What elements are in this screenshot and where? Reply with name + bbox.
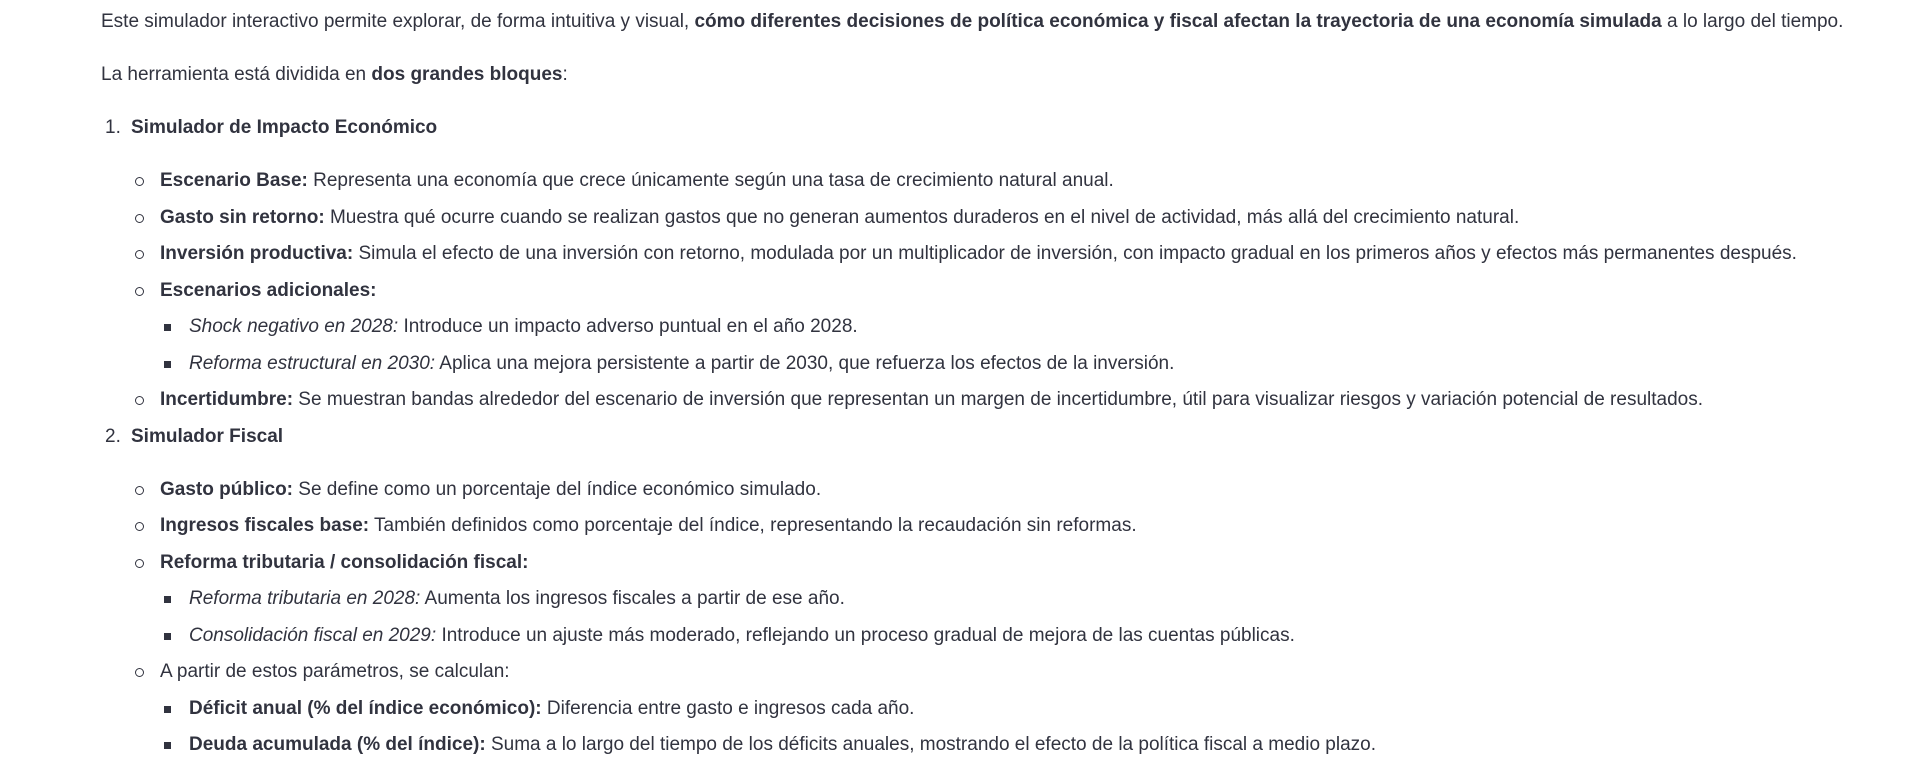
sub-items [160,585,1901,650]
sub-list-item [189,585,1901,613]
blocks-text: La herramienta está dividida en [101,64,372,85]
sub-list-item [189,313,1901,341]
sub-items [160,695,1901,760]
sub-item-text: Suma a lo largo del tiempo de los déficits anuales, mostrando el efecto de la política fiscal a medio plazo. [485,734,1376,755]
markdown-content [101,8,1901,768]
sub-list-item [189,350,1901,378]
intro-bold-text: cómo diferentes decisiones de política económica y fiscal afectan la trayectoria de una economía simulada [694,11,1662,32]
list-item [160,204,1901,232]
sub-list-item [189,622,1901,650]
item-label: Reforma tributaria / consolidación fiscal: [160,551,529,573]
item-label: Gasto sin retorno: [160,206,325,228]
sub-items [160,313,1901,378]
list-item [160,512,1901,540]
section-title: Simulador de Impacto Económico [131,117,438,138]
intro-text-end: a lo largo del tiempo. [1661,11,1844,32]
sections-list [101,114,1901,759]
item-text: Representa una economía que crece únicamente según una tasa de crecimiento natural anual. [307,170,1114,191]
sub-list-item [189,731,1901,759]
list-item [160,240,1901,268]
sub-item-text: Diferencia entre gasto e ingresos cada año. [541,697,915,719]
list-item [160,277,1901,378]
item-text: Simula el efecto de una inversión con retorno, modulada por un multiplicador de inversión, con impacto gradual en los primeros años y efectos más permanentes después. [353,243,1797,264]
sub-item-label: Reforma tributaria en 2028: [189,588,421,609]
item-text: También definidos como porcentaje del índice, representando la recaudación sin reformas. [369,515,1137,536]
section-title: Simulador Fiscal [131,425,284,447]
sub-item-label: Shock negativo en 2028: [189,316,399,337]
item-text: A partir de estos parámetros, se calculan: [160,661,510,682]
item-label: Gasto público: [160,478,293,500]
list-item [160,658,1901,759]
intro-text: Este simulador interactivo permite explorar, de forma intuitiva y visual, [101,11,695,32]
item-label: Ingresos fiscales base: [160,515,370,536]
list-item [160,476,1901,504]
list-item [160,549,1901,650]
intro-paragraph [101,8,1901,36]
blocks-text-end: : [562,64,568,85]
sub-item-text: Introduce un ajuste más moderado, reflejando un proceso gradual de mejora de las cuentas públicas. [436,624,1295,646]
list-item [160,386,1901,414]
sub-item-label: Reforma estructural en 2030: [189,352,436,374]
section-fiscal [131,423,1901,760]
section-items [131,476,1901,760]
sub-list-item [189,695,1901,723]
blocks-paragraph [101,61,1901,89]
list-item [160,167,1901,195]
item-text: Se muestran bandas alrededor del escenario de inversión que representan un margen de incertidumbre, útil para visualizar riesgos y variación potencial de resultados. [293,389,1704,410]
sub-item-label: Déficit anual (% del índice económico): [189,697,542,719]
sub-item-label: Deuda acumulada (% del índice): [189,734,486,755]
sub-item-text: Introduce un impacto adverso puntual en el año 2028. [398,316,858,337]
item-text: Se define como un porcentaje del índice económico simulado. [293,478,822,500]
sub-item-text: Aplica una mejora persistente a partir de 2030, que refuerza los efectos de la inversión. [435,352,1175,374]
item-label: Incertidumbre: [160,389,294,410]
blocks-bold-text: dos grandes bloques [371,64,563,85]
item-label: Escenarios adicionales: [160,279,377,301]
sub-item-text: Aumenta los ingresos fiscales a partir de ese año. [420,588,845,609]
item-label: Inversión productiva: [160,243,354,264]
section-economic-impact [131,114,1901,414]
item-text: Muestra qué ocurre cuando se realizan gastos que no generan aumentos duraderos en el nivel de actividad, más allá del crecimiento natural. [324,206,1520,228]
section-items [131,167,1901,414]
sub-item-label: Consolidación fiscal en 2029: [189,624,437,646]
item-label: Escenario Base: [160,170,308,191]
